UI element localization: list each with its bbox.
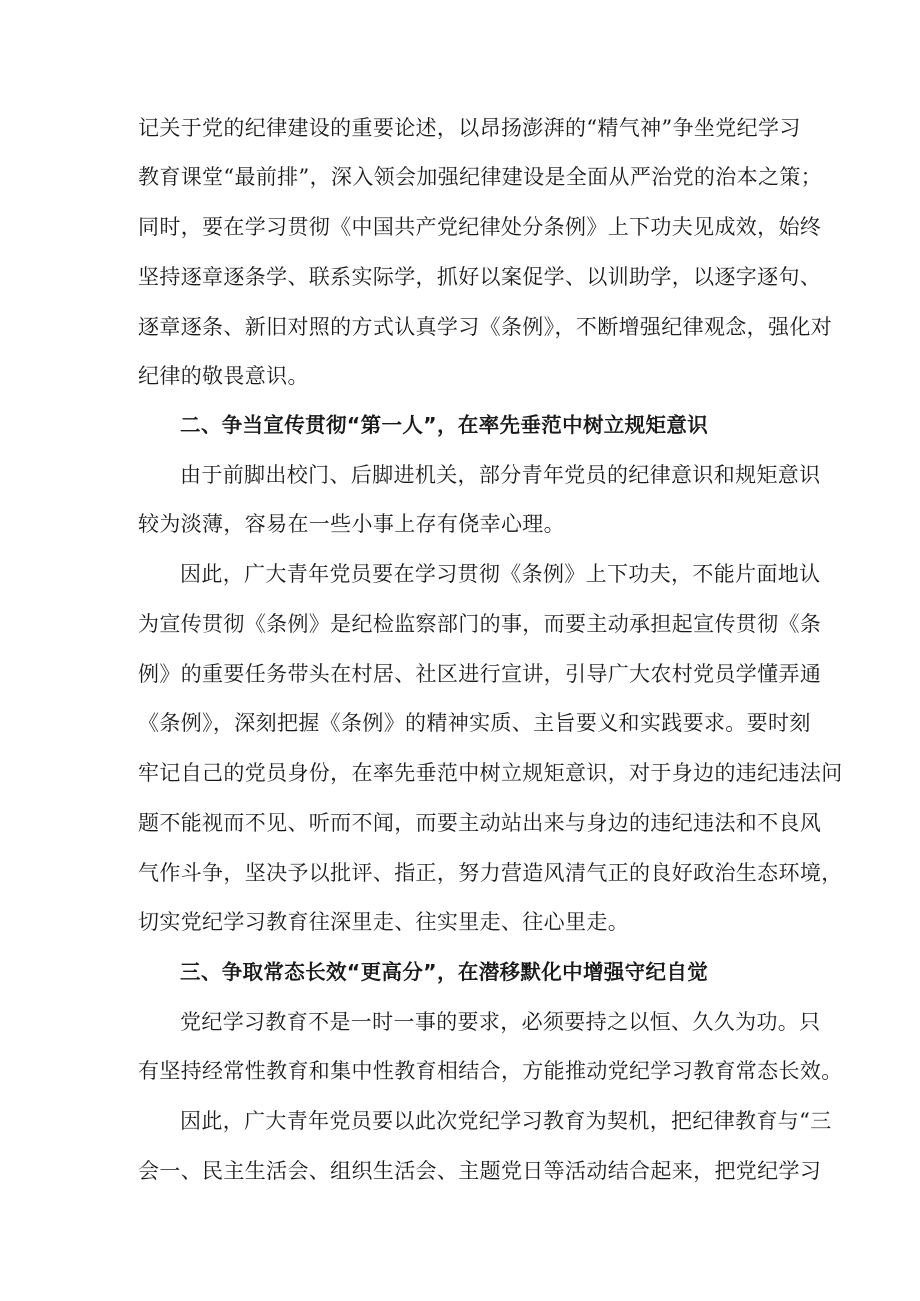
body-text-line: 有坚持经常性教育和集中性教育相结合，方能推动党纪学习教育常态长效。 [138, 1059, 843, 1083]
body-text-line: 题不能视而不见、听而不闻，而要主动站出来与身边的违纪违法和不良风 [138, 811, 822, 835]
body-text-line: 切实党纪学习教育往深里走、往实里走、往心里走。 [138, 910, 630, 934]
body-text-line: 《条例》，深刻把握《条例》的精神实质、主旨要义和实践要求。要时刻 [138, 711, 811, 735]
body-text-line: 牢记自己的党员身份，在率先垂范中树立规矩意识，对于身边的违纪违法问 [138, 761, 843, 785]
body-text-line: 坚持逐章逐条学、联系实际学，抓好以案促学、以训助学，以逐字逐句、 [138, 265, 822, 289]
body-text-line: 逐章逐条、新旧对照的方式认真学习《条例》，不断增强纪律观念，强化对 [138, 315, 833, 339]
body-text-line: 气作斗争，坚决予以批评、指正，努力营造风清气正的良好政治生态环境， [138, 861, 843, 885]
body-text-line: 记关于党的纪律建设的重要论述，以昂扬澎湃的“精气神”争坐党纪学习 [138, 116, 801, 140]
body-text-line: 会一、民主生活会、组织生活会、主题党日等活动结合起来，把党纪学习 [138, 1159, 822, 1183]
body-text-line: 较为淡薄，容易在一些小事上存有侥幸心理。 [138, 512, 565, 536]
paragraph-first-line: 因此，广大青年党员要在学习贯彻《条例》上下功夫，不能片面地认 [180, 562, 821, 586]
body-text-line: 同时，要在学习贯彻《中国共产党纪律处分条例》上下功夫见成效，始终 [138, 215, 822, 239]
body-text-line: 例》的重要任务带头在村居、社区进行宣讲，引导广大农村党员学懂弄通 [138, 662, 822, 686]
section-heading-2: 二、争当宣传贯彻“第一人”，在率先垂范中树立规矩意识 [180, 413, 709, 437]
body-text-line: 教育课堂“最前排”，深入领会加强纪律建设是全面从严治党的治本之策； [138, 165, 823, 189]
paragraph-first-line: 因此，广大青年党员要以此次党纪学习教育为契机，把纪律教育与“三 [180, 1109, 832, 1133]
body-text-line: 为宣传贯彻《条例》是纪检监察部门的事，而要主动承担起宣传贯彻《条 [138, 612, 822, 636]
paragraph-first-line: 由于前脚出校门、后脚进机关，部分青年党员的纪律意识和规矩意识 [180, 463, 821, 487]
section-heading-3: 三、争取常态长效“更高分”，在潜移默化中增强守纪自觉 [180, 960, 709, 984]
body-text-line: 纪律的敬畏意识。 [138, 364, 309, 388]
paragraph-first-line: 党纪学习教育不是一时一事的要求，必须要持之以恒、久久为功。只 [180, 1010, 821, 1034]
